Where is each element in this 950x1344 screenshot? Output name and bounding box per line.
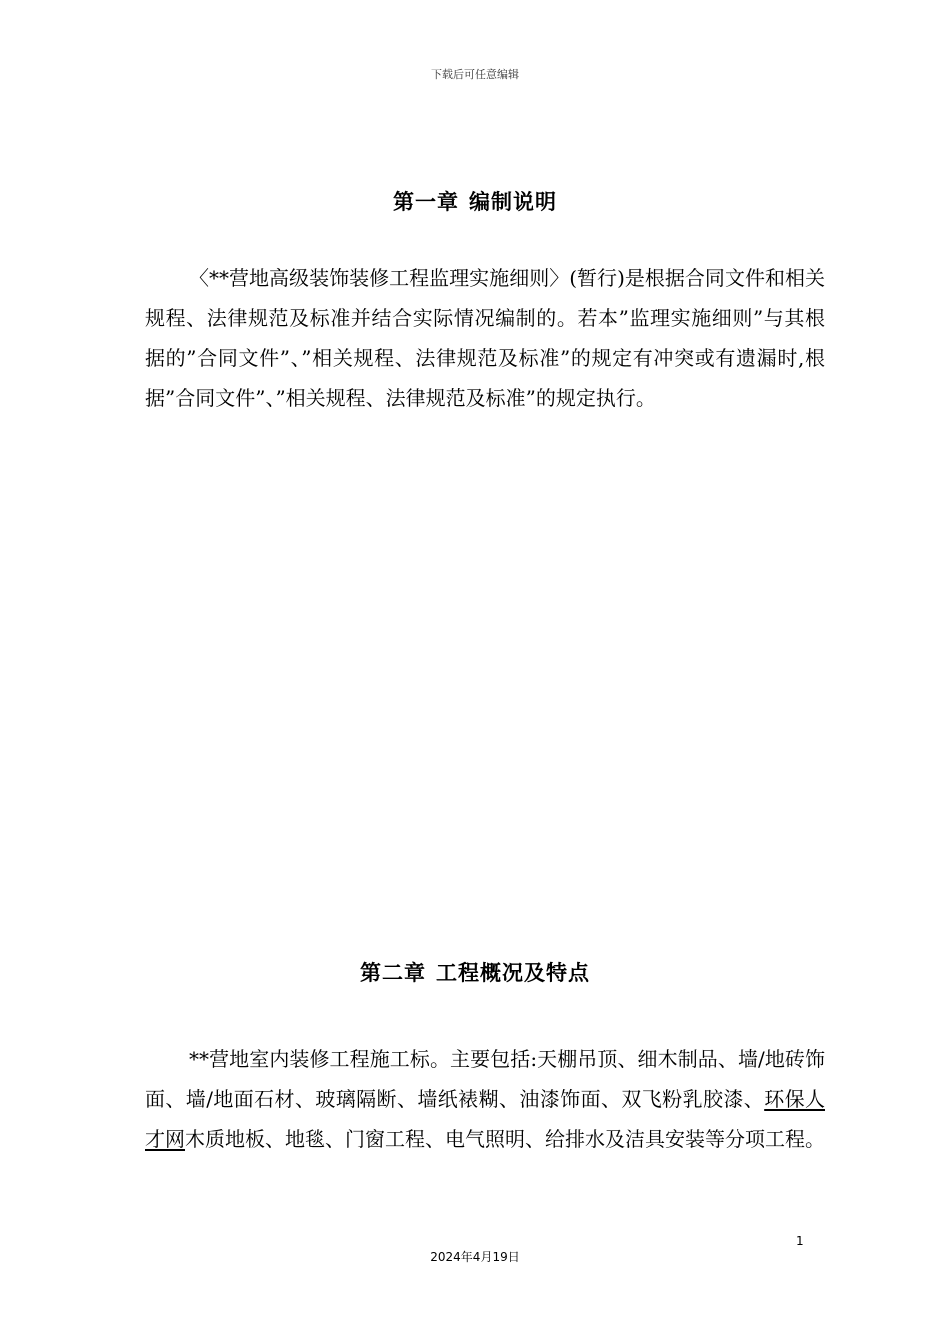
chapter-2-text-after-link: 木质地板、地毯、门窗工程、电气照明、给排水及洁具安装等分项工程。: [185, 1127, 825, 1151]
chapter-1-paragraph: 〈**营地高级装饰装修工程监理实施细则〉(暂行)是根据合同文件和相关规程、法律规范及标准并结合实际情况编制的。若本”监理实施细则”与其根据的”合同文件”、”相关规程、法律规范及标准”的规定有冲突或有遗漏时,根据”合同文件”、”相关规程、法律规范及标准”的规定执行。: [145, 266, 825, 410]
chapter-1-title: 编制说明: [469, 190, 557, 214]
chapter-2-text-before-link: **营地室内装修工程施工标。主要包括:天棚吊顶、细木制品、墙/地砖饰面、墙/地面石材、玻璃隔断、墙纸裱糊、油漆饰面、双飞粉乳胶漆、: [145, 1047, 825, 1111]
header-note: 下载后可任意编辑: [431, 68, 519, 81]
chapter-2-title: 工程概况及特点: [436, 961, 590, 985]
footer-date: 2024年4月19日: [430, 1250, 520, 1264]
chapter-2-number: 第二章: [360, 961, 426, 985]
chapter-1-number: 第一章: [393, 190, 459, 214]
chapter-1-heading: [0, 186, 950, 216]
chapter-2-heading: [0, 957, 950, 987]
chapter-2-paragraph: [145, 1039, 825, 1159]
page-number: 1: [796, 1234, 804, 1248]
environmental-talent-link[interactable]: 环保人才网: [145, 1087, 825, 1151]
